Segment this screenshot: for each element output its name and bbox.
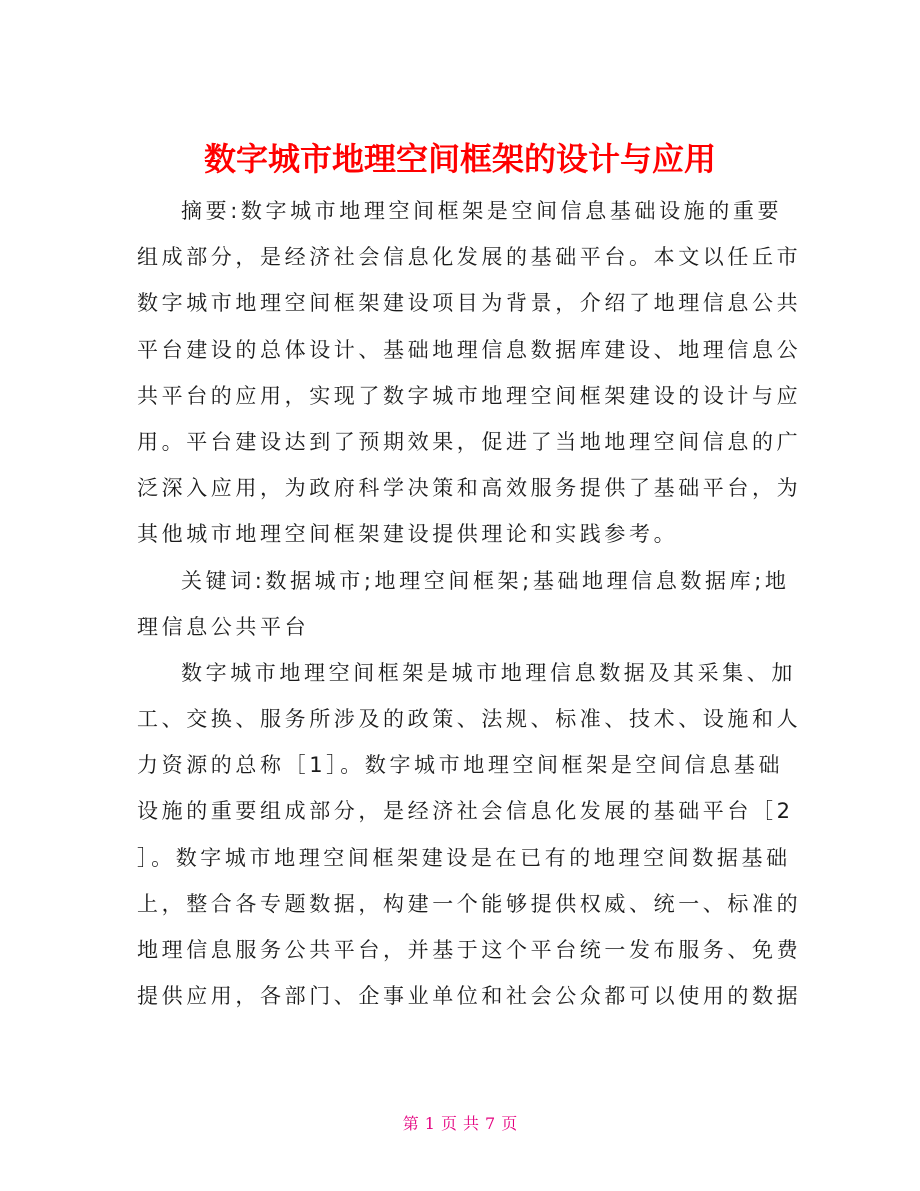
text-line: 关键词:数据城市;地理空间框架;基础地理信息数据库;地	[181, 568, 790, 593]
text-line: 摘要:数字城市地理空间框架是空间信息基础设施的重要	[181, 199, 783, 223]
text-line: 共平台的应用，实现了数字城市地理空间框架建设的设计与应	[137, 383, 802, 408]
document-title: 数字城市地理空间框架的设计与应用	[203, 140, 716, 179]
text-line: 其他城市地理空间框架建设提供理论和实践参考。	[137, 522, 679, 547]
text-line: 力资源的总称［1］。数字城市地理空间框架是空间信息基础	[137, 753, 784, 778]
text-line: 理信息公共平台	[137, 614, 310, 639]
total-pages-number: 7	[485, 1114, 496, 1133]
keywords-paragraph	[137, 558, 790, 650]
page-prefix: 第	[402, 1114, 419, 1133]
document-body	[137, 188, 802, 1019]
text-line: 组成部分，是经济社会信息化发展的基础平台。本文以任丘市	[137, 245, 802, 270]
text-line: 用。平台建设达到了预期效果，促进了当地地理空间信息的广	[137, 429, 802, 454]
text-line: 设施的重要组成部分，是经济社会信息化发展的基础平台［2	[137, 799, 794, 824]
text-line: 地理信息服务公共平台，并基于这个平台统一发布服务、免费	[137, 938, 802, 962]
body-paragraph	[137, 650, 802, 1020]
text-line: 提供应用，各部门、企事业单位和社会公众都可以使用的数据	[137, 984, 802, 1009]
text-line: 工、交换、服务所涉及的政策、法规、标准、技术、设施和人	[137, 707, 802, 732]
page-number-footer	[0, 1112, 920, 1136]
text-line: 上，整合各专题数据，构建一个能够提供权威、统一、标准的	[137, 891, 802, 916]
abstract-paragraph	[137, 188, 802, 558]
text-line: 泛深入应用，为政府科学决策和高效服务提供了基础平台，为	[137, 476, 802, 501]
text-line: ］。数字城市地理空间框架建设是在已有的地理空间数据基础	[137, 845, 791, 870]
current-page-number: 1	[424, 1114, 435, 1133]
text-line: 数字城市地理空间框架是城市地理信息数据及其采集、加	[181, 660, 796, 685]
text-line: 平台建设的总体设计、基础地理信息数据库建设、地理信息公	[137, 337, 802, 362]
page-unit: 页	[440, 1114, 457, 1133]
total-prefix: 共	[463, 1114, 480, 1133]
text-line: 数字城市地理空间框架建设项目为背景，介绍了地理信息公共	[137, 291, 802, 316]
total-unit: 页	[501, 1114, 518, 1133]
